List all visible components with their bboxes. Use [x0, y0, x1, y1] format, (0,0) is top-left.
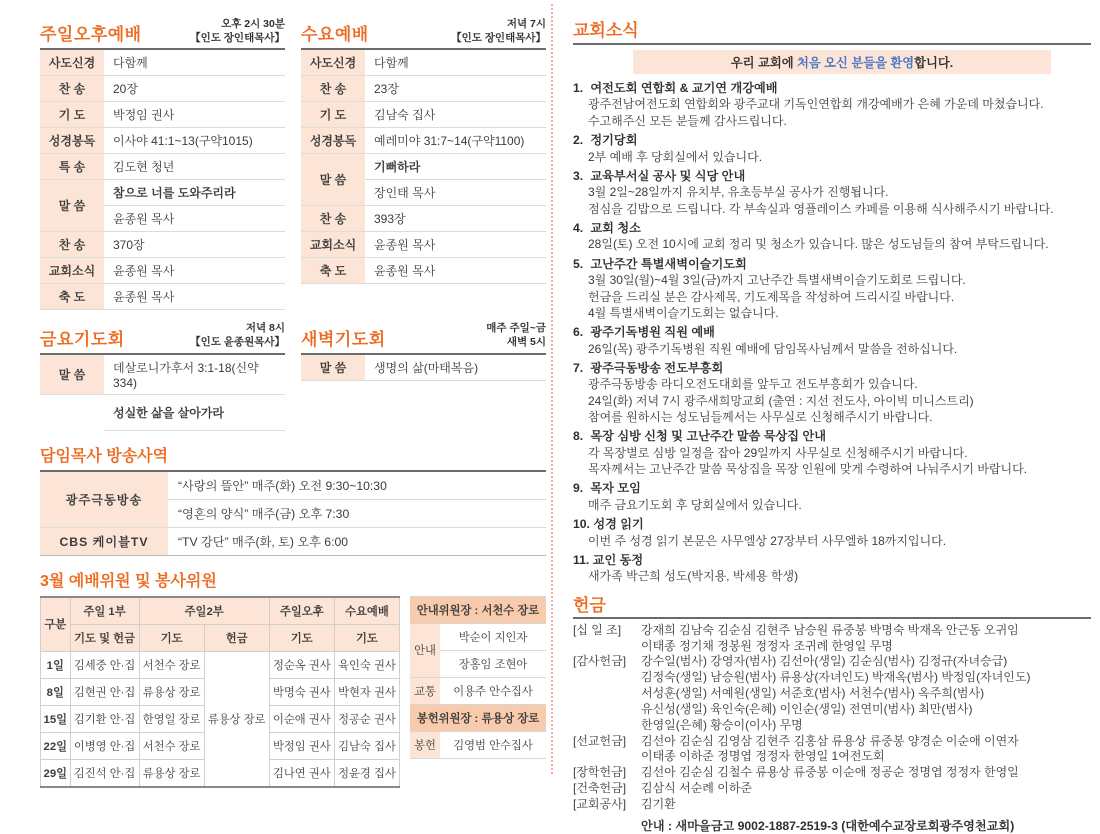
news-item-title — [573, 480, 1091, 496]
row-label: 봉헌 — [410, 731, 440, 758]
news-item-line: 24일(화) 저녁 7시 광주새희망교회 (출연 : 지선 전도사, 아이빅 미니스트리) — [588, 393, 974, 408]
row-value: 370장 — [104, 232, 285, 258]
news-item-title — [573, 552, 1091, 568]
row-label: 교통 — [410, 677, 440, 704]
wednesday-header — [301, 18, 546, 50]
table-row — [301, 232, 546, 258]
header-row — [410, 704, 546, 731]
merged-offering-cell: 류용상 장로 — [204, 651, 269, 787]
row-value: 김남숙 집사 — [365, 102, 546, 128]
cell: 김진석 안·집 — [70, 759, 139, 787]
row-value: 20장 — [104, 76, 285, 102]
row-value: 윤종원 목사 — [104, 258, 285, 284]
col-subheader: 기도 — [334, 624, 399, 651]
item-title-text: 성경 읽기 — [593, 517, 644, 532]
offering-line: 강수일(범사) 강영자(범사) 김선아(생일) 김순심(범사) 김정규(자녀승급) — [641, 654, 1008, 669]
row-label: 말 씀 — [40, 355, 104, 395]
worship-tables-row — [40, 18, 546, 310]
sunday-afternoon-section — [40, 18, 285, 310]
broadcast-section — [40, 443, 546, 556]
sermon-row — [40, 180, 285, 206]
table-row — [40, 76, 285, 102]
row-label: 말 씀 — [301, 154, 365, 206]
item-number: 10. — [573, 517, 590, 532]
col-subheader: 기도 및 헌금 — [70, 624, 139, 651]
row-value: “TV 강단” 매주(화, 토) 오후 6:00 — [178, 534, 349, 549]
table-row — [301, 355, 546, 381]
row-label: 성경봉독 — [40, 128, 104, 154]
offering-line: 김선아 김순심 김영삼 김현주 김홍삼 류용상 류중봉 양경순 이순애 이연자 — [641, 733, 1019, 748]
news-item-line: 2부 예배 후 당회실에서 있습니다. — [588, 149, 763, 164]
row-value: 다함께 — [104, 50, 285, 76]
news-item — [573, 220, 1091, 253]
news-item — [573, 324, 1091, 357]
item-title-text: 고난주간 특별새벽이슬기도회 — [590, 256, 747, 271]
row-label: 광주극동방송 — [40, 471, 168, 528]
item-number: 5. — [573, 256, 584, 271]
row-value: 김도현 청년 — [104, 154, 285, 180]
row-label: 말 씀 — [301, 355, 365, 381]
table-row — [40, 527, 546, 555]
news-item-line: 새가족 박근희 성도(박지용, 박세용 학생) — [588, 569, 799, 584]
offering-title: 헌금 — [573, 591, 1091, 619]
row-label: 사도신경 — [40, 50, 104, 76]
table-row — [410, 623, 546, 650]
row-label: 축 도 — [40, 284, 104, 310]
item-number: 1. — [573, 81, 584, 95]
section-title: 금요기도회 — [40, 329, 125, 349]
news-item — [573, 168, 1091, 217]
day-cell: 8일 — [41, 678, 71, 705]
row-value: “영혼의 양식” 매주(금) 오후 7:30 — [168, 499, 546, 527]
row-value: 이사야 41:1~13(구약1015) — [104, 128, 285, 154]
row-label: 교회소식 — [301, 232, 365, 258]
sermon-row — [301, 154, 546, 180]
news-item-line: 광주극동방송 라디오전도대회를 앞두고 전도부흥회가 있습니다. — [588, 377, 918, 392]
fold-dotted-line — [551, 4, 553, 774]
cell: 장홍임 조현아 — [440, 650, 546, 677]
row-label: 찬 송 — [40, 76, 104, 102]
col-header: 주일 1부 — [70, 597, 139, 625]
cell: 김현권 안·집 — [70, 678, 139, 705]
table-row — [40, 102, 285, 128]
col-header: 수요예배 — [334, 597, 399, 625]
news-item-line: 26일(목) 광주기독병원 직원 예배에 담임목사님께서 말씀을 전하십니다. — [588, 341, 958, 356]
cell: 서천수 장로 — [139, 651, 204, 678]
table-row — [40, 154, 285, 180]
offering-line: 유신성(생일) 육인숙(은혜) 이인순(생일) 전연미(범사) 최만(범사) — [641, 701, 973, 716]
cell: 서천수 장로 — [139, 732, 204, 759]
row-label: 사도신경 — [301, 50, 365, 76]
offering-names — [637, 623, 1091, 655]
cell: 김남숙 집사 — [334, 732, 399, 759]
cell: 류용상 장로 — [139, 678, 204, 705]
row-value: “사랑의 뜰안” 매주(화) 오전 9:30~10:30 — [168, 471, 546, 500]
table-row — [301, 258, 546, 284]
row-value: 윤종원 목사 — [104, 284, 285, 310]
offering-entry — [573, 654, 1091, 733]
ushers-chair: 안내위원장 : 서천수 장로 — [410, 596, 546, 623]
table-row — [40, 355, 285, 395]
march-committee-section — [40, 568, 546, 788]
service-time: 저녁 7시 — [506, 18, 546, 30]
right-column — [573, 16, 1091, 834]
row-label: 성경봉독 — [301, 128, 365, 154]
service-leader: 【인도 윤종원목사】 — [190, 335, 285, 348]
cell: 육인숙 권사 — [334, 651, 399, 678]
header-row — [41, 597, 400, 625]
sermon-title: 기뻐하라 — [365, 154, 546, 180]
offering-label: [선교헌금] — [573, 733, 627, 748]
news-item-line: 이번 주 성경 읽기 본문은 사무엘상 27장부터 사무엘하 18까지입니다. — [588, 533, 947, 548]
news-item-line: 목자께서는 고난주간 말씀 묵상집을 목장 인원에 맞게 수령하여 나눠주시기 바랍니다. — [588, 462, 1028, 477]
item-title-text: 교육부서실 공사 및 식당 안내 — [590, 168, 746, 183]
friday-prayer-table — [40, 355, 285, 431]
cell: 이순애 권사 — [269, 705, 334, 732]
news-item — [573, 132, 1091, 165]
table-row — [40, 232, 285, 258]
item-title-text: 광주기독병원 직원 예배 — [590, 325, 715, 340]
table-row — [301, 50, 546, 76]
dawn-prayer-table — [301, 355, 546, 381]
offering-line: 이태종 정기채 정봉원 정정자 조귀례 한영일 무명 — [641, 638, 893, 653]
table-row — [301, 128, 546, 154]
section-title: 담임목사 방송사역 — [40, 447, 169, 465]
row-label: 찬 송 — [301, 206, 365, 232]
offering-entry — [573, 797, 1091, 813]
committee-table — [40, 596, 400, 788]
friday-prayer-section — [40, 322, 285, 430]
col-subheader: 기도 — [139, 624, 204, 651]
row-label: 교회소식 — [40, 258, 104, 284]
cell: 이병영 안·집 — [70, 732, 139, 759]
news-item-line: 참여를 원하시는 성도님들께서는 사무실로 신청해주시기 바랍니다. — [588, 410, 933, 425]
row-label: 기 도 — [301, 102, 365, 128]
sermon-preacher: 윤종원 목사 — [104, 206, 285, 232]
row-label: 특 송 — [40, 154, 104, 180]
table-row — [40, 284, 285, 310]
cell: 김영범 안수집사 — [440, 731, 546, 758]
section-title: 수요예배 — [301, 25, 369, 45]
offering-line: 이태종 이하준 정명엽 정정자 한영일 1여전도회 — [641, 749, 885, 764]
news-item-line: 점심을 김밥으로 드립니다. 각 부속실과 영플레이스 카페를 이용해 식사해주시기 바랍니다. — [588, 201, 1054, 216]
news-item — [573, 360, 1091, 425]
cell: 박명숙 권사 — [269, 678, 334, 705]
wednesday-table — [301, 50, 546, 284]
item-title-text: 교회 청소 — [590, 220, 641, 235]
offering-line: 김선아 김순심 김철수 류용상 류중봉 이순애 정공순 정명엽 정정자 한영일 — [641, 765, 1019, 780]
dawn-prayer-section — [301, 322, 546, 430]
item-number: 7. — [573, 360, 584, 375]
news-item-title — [573, 168, 1091, 184]
left-column — [40, 18, 546, 788]
item-title-text: 여전도회 연합회 & 교기연 개강예배 — [590, 81, 778, 95]
news-item — [573, 480, 1091, 513]
table-row — [40, 50, 285, 76]
ushers-box — [410, 596, 546, 759]
offering-label: [장학헌금] — [573, 765, 627, 780]
table-row — [301, 76, 546, 102]
news-item-title — [573, 360, 1091, 376]
prayer-row — [40, 322, 546, 430]
cell: 박정임 권사 — [269, 732, 334, 759]
offering-label: [감사헌금] — [573, 654, 627, 669]
dawn-prayer-header — [301, 322, 546, 354]
row-value: 생명의 삶(마태복음) — [365, 355, 546, 381]
day-cell: 1일 — [41, 651, 71, 678]
cell: 김나연 권사 — [269, 759, 334, 787]
news-item-title — [573, 324, 1091, 340]
news-item — [573, 552, 1091, 585]
day-cell: 15일 — [41, 705, 71, 732]
section-title: 3월 예배위원 및 봉사위원 — [40, 572, 217, 590]
item-number: 8. — [573, 429, 584, 444]
item-number: 9. — [573, 481, 584, 496]
row-value: 박정임 권사 — [104, 102, 285, 128]
table-row — [41, 651, 400, 678]
motto-text: 성실한 삶을 살아가라 — [104, 394, 285, 430]
offering-chair: 봉헌위원장 : 류용상 장로 — [410, 704, 546, 731]
row-value: 예레미야 31:7~14(구약1100) — [365, 128, 546, 154]
wednesday-section — [301, 18, 546, 310]
table-row — [301, 206, 546, 232]
friday-prayer-header — [40, 322, 285, 354]
news-item-title — [573, 516, 1091, 532]
col-header: 구분 — [41, 597, 71, 652]
item-number: 4. — [573, 220, 584, 235]
table-row — [40, 258, 285, 284]
news-item-title — [573, 220, 1091, 236]
cell: 한영일 장로 — [139, 705, 204, 732]
news-item — [573, 516, 1091, 549]
row-value: 윤종원 목사 — [365, 258, 546, 284]
news-item-line: 매주 금요기도회 후 당회실에서 있습니다. — [588, 497, 802, 512]
section-meta — [486, 322, 546, 349]
row-label: 축 도 — [301, 258, 365, 284]
motto-row — [40, 394, 285, 430]
news-title: 교회소식 — [573, 16, 1091, 45]
row-value: 23장 — [365, 76, 546, 102]
offering-label: [건축헌금] — [573, 781, 627, 796]
service-leader: 【인도 장인태목사】 — [451, 31, 546, 44]
news-item-line: 광주전남여전도회 연합회와 광주교대 기독인연합회 개강예배가 은혜 가운데 마쳤습니다. — [588, 97, 1044, 112]
service-leader: 【인도 장인태목사】 — [190, 31, 285, 44]
row-label: 말 씀 — [40, 180, 104, 232]
news-item — [573, 428, 1091, 477]
cell: 정공순 권사 — [334, 705, 399, 732]
item-title-text: 목자 모임 — [590, 481, 641, 496]
offering-entry — [573, 781, 1091, 797]
news-item-line: 28일(토) 오전 10시에 교회 정리 및 청소가 있습니다. 많은 성도님들의 참여 부탁드립니다. — [588, 237, 1049, 252]
row-label: 기 도 — [40, 102, 104, 128]
offering-entry — [573, 765, 1091, 781]
table-row — [410, 677, 546, 704]
row-label: 안내 — [410, 623, 440, 677]
sunday-afternoon-table — [40, 50, 285, 310]
bank-account-note: 안내 : 새마을금고 9002-1887-2519-3 (대한예수교장로회광주영천교회) — [641, 818, 1015, 833]
section-title: 새벽기도회 — [301, 329, 386, 349]
news-item-title — [573, 428, 1091, 444]
item-number: 11. — [573, 553, 590, 567]
sermon-title: 참으로 너를 도와주리라 — [104, 180, 285, 206]
item-title-text: 목장 심방 신청 및 고난주간 말씀 묵상집 안내 — [590, 429, 827, 444]
news-item — [573, 256, 1091, 321]
broadcast-table — [40, 470, 546, 556]
service-time: 저녁 8시 — [245, 322, 285, 335]
table-row — [410, 731, 546, 758]
offering-names — [637, 734, 1091, 766]
row-value: 데살로니가후서 3:1-18(신약334) — [104, 355, 285, 395]
item-number: 3. — [573, 168, 584, 183]
section-meta — [451, 18, 546, 45]
offering-line: 강재희 김남숙 김순심 김현주 남승원 류중봉 박명숙 박재옥 안근동 오귀임 — [641, 622, 1019, 637]
offering-names — [637, 781, 1091, 797]
news-item-line: 3월 2일~28일까지 유치부, 유초등부실 공사가 진행됩니다. — [588, 185, 889, 200]
item-title-text: 정기당회 — [590, 133, 638, 148]
offering-names — [637, 654, 1091, 733]
welcome-post: 합니다. — [914, 56, 954, 70]
col-header: 주일2부 — [139, 597, 269, 625]
offering-line: 김정숙(생일) 남승원(범사) 류용상(자녀인도) 박재옥(범사) 박정임(자녀인도) — [641, 670, 1031, 685]
item-number: 2. — [573, 133, 584, 148]
news-item-title — [573, 256, 1091, 272]
row-label: 찬 송 — [40, 232, 104, 258]
col-subheader: 헌금 — [204, 624, 269, 651]
sunday-afternoon-header — [40, 18, 285, 50]
section-title: 주일오후예배 — [40, 25, 142, 45]
offering-names — [637, 797, 1091, 813]
item-number: 6. — [573, 325, 584, 340]
welcome-pre: 우리 교회에 — [730, 56, 797, 70]
day-cell: 22일 — [41, 732, 71, 759]
offering-label: [교회공사] — [573, 796, 627, 811]
item-title-text: 광주극동방송 전도부흥회 — [590, 360, 724, 375]
table-row — [301, 102, 546, 128]
subheader-row — [41, 624, 400, 651]
cell: 김기환 안·집 — [70, 705, 139, 732]
row-label: CBS 케이블TV — [40, 527, 168, 555]
service-time: 매주 주일~금 — [486, 322, 546, 335]
cell: 류용상 장로 — [139, 759, 204, 787]
service-time: 오후 2시 30분 — [221, 18, 285, 30]
news-item-line: 3월 30일(월)~4월 3일(금)까지 고난주간 특별새벽이슬기도회로 드립니다. — [588, 273, 966, 288]
march-committee-body — [40, 596, 546, 788]
offering-names — [637, 765, 1091, 781]
news-item — [573, 80, 1091, 129]
col-subheader: 기도 — [269, 624, 334, 651]
news-item-line: 헌금을 드리실 분은 감사제목, 기도제목을 작성하여 드리시길 바랍니다. — [588, 289, 955, 304]
header-row — [410, 596, 546, 623]
table-row — [40, 128, 285, 154]
offering-line: 김기환 — [641, 796, 676, 811]
section-meta — [190, 322, 285, 349]
cell: 박순이 지인자 — [440, 623, 546, 650]
offering-line: 한영일(은혜) 황승이(이사) 무명 — [641, 717, 803, 732]
offering-line: 김삼식 서순례 이하준 — [641, 781, 752, 796]
news-item-line: 각 목장별로 심방 일정을 잡아 29일까지 사무실로 신청해주시기 바랍니다. — [588, 445, 968, 460]
col-header: 주일오후 — [269, 597, 334, 625]
sermon-preacher: 장인태 목사 — [365, 180, 546, 206]
offering-entry — [573, 734, 1091, 766]
cell: 김세중 안·집 — [70, 651, 139, 678]
service-time: 새벽 5시 — [506, 335, 546, 348]
cell: 이용주 안수집사 — [440, 677, 546, 704]
news-item-title — [573, 80, 1091, 96]
welcome-banner — [633, 50, 1051, 74]
offering-section — [573, 591, 1091, 834]
offering-label: [십 일 조] — [573, 622, 622, 637]
cell: 박현자 권사 — [334, 678, 399, 705]
row-label: 찬 송 — [301, 76, 365, 102]
news-item-line: 4월 특별새벽이슬기도회는 없습니다. — [588, 305, 779, 320]
offering-line: 서성훈(생일) 서예원(생일) 서준호(범사) 서천수(범사) 옥주희(범사) — [641, 686, 985, 701]
news-item-line: 수고해주신 모든 분들께 감사드립니다. — [588, 113, 787, 128]
news-item-title — [573, 132, 1091, 148]
cell: 정윤경 집사 — [334, 759, 399, 787]
day-cell: 29일 — [41, 759, 71, 787]
offering-entry — [573, 623, 1091, 655]
welcome-highlight: 처음 오신 분들을 환영 — [797, 56, 915, 70]
table-row — [40, 471, 546, 500]
item-title-text: 교인 동정 — [592, 553, 644, 567]
row-value: 393장 — [365, 206, 546, 232]
cell: 정순옥 권사 — [269, 651, 334, 678]
row-value: 다함께 — [365, 50, 546, 76]
section-meta — [190, 18, 285, 45]
spacer-cell — [40, 394, 104, 430]
row-value: 윤종원 목사 — [365, 232, 546, 258]
